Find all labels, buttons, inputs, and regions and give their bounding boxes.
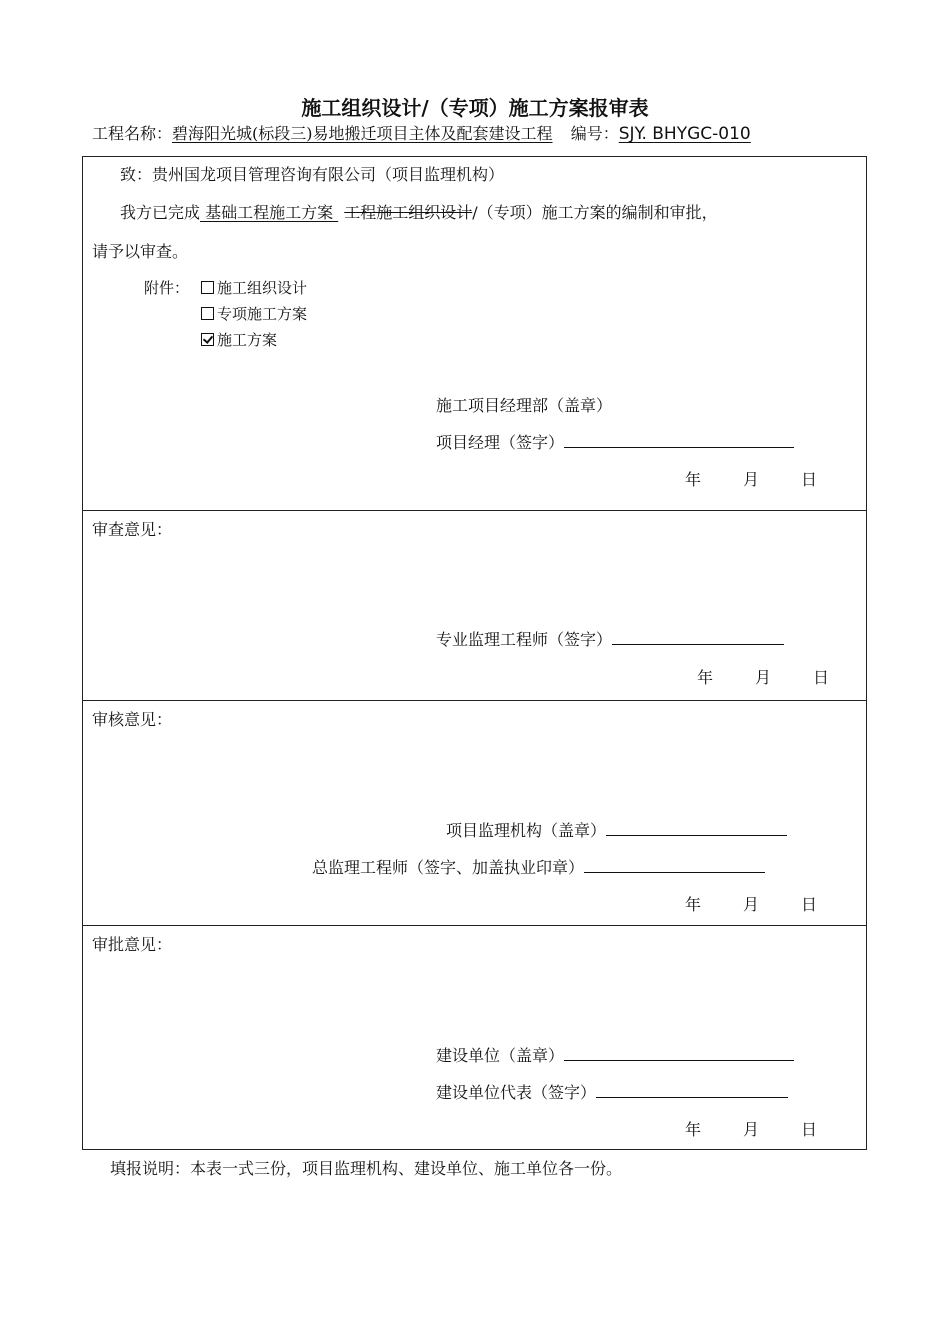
seal-line[interactable] (606, 819, 787, 836)
addressee: 致：贵州国龙项目管理咨询有限公司（项目监理机构） (120, 165, 505, 184)
month-label: 月 (743, 895, 760, 914)
para-suffix: /（专项）施工方案的编制和审批， (472, 203, 718, 222)
engineer-sign-row (436, 627, 784, 650)
sign-label: 专业监理工程师（签字） (436, 630, 613, 649)
attachment-item[interactable] (201, 277, 307, 298)
month-label: 月 (743, 470, 760, 489)
date-row (685, 892, 817, 915)
date-row (685, 467, 817, 490)
owner-org-row (436, 1043, 794, 1066)
day-label: 日 (801, 895, 818, 914)
day-label: 日 (813, 668, 830, 687)
year-label: 年 (685, 895, 702, 914)
org-label: 建设单位（盖章） (436, 1046, 565, 1065)
filled-item: 基础工程施工方案 (200, 203, 339, 222)
year-label: 年 (685, 470, 702, 489)
attachment-item[interactable] (201, 303, 307, 324)
footer-note: 填报说明：本表一式三份，项目监理机构、建设单位、施工单位各一份。 (110, 1159, 623, 1178)
signature-line[interactable] (584, 856, 765, 873)
date-row (685, 1117, 817, 1140)
date-row (697, 665, 829, 688)
year-label: 年 (697, 668, 714, 687)
signature-line[interactable] (596, 1081, 788, 1098)
project-name: 碧海阳光城(标段三)易地搬迁项目主体及配套建设工程 (172, 124, 553, 143)
owner-rep-sign-row (436, 1080, 788, 1103)
sign-label: 建设单位代表（签字） (436, 1083, 597, 1102)
form-code: SJY. BHYGC-010 (618, 124, 751, 144)
approval-heading: 审批意见： (92, 935, 173, 954)
chief-engineer-sign-row (312, 855, 765, 878)
divider (82, 925, 867, 926)
sign-label: 总监理工程师（签字、加盖执业印章） (312, 858, 585, 877)
divider (82, 700, 867, 701)
project-name-label: 工程名称： (92, 124, 173, 143)
divider (82, 510, 867, 511)
seal-line[interactable] (564, 1044, 794, 1061)
contractor-org: 施工项目经理部（盖章） (436, 396, 613, 415)
form-frame (82, 156, 867, 1150)
checkbox-icon[interactable] (201, 281, 214, 294)
day-label: 日 (801, 470, 818, 489)
struck-item: 工程施工组织设计 (344, 203, 473, 222)
signature-line[interactable] (564, 431, 794, 448)
year-label: 年 (685, 1120, 702, 1139)
checked-checkbox-icon[interactable] (201, 333, 214, 346)
manager-sign-row (436, 430, 794, 453)
attachment-label: 专项施工方案 (217, 305, 308, 323)
attachments-label: 附件： (144, 279, 190, 297)
attachment-item[interactable] (201, 329, 277, 350)
month-label: 月 (755, 668, 772, 687)
attachment-label: 施工方案 (217, 331, 278, 349)
code-label: 编号： (570, 124, 619, 143)
project-line (92, 121, 751, 144)
review-heading: 审查意见： (92, 520, 173, 539)
form-title: 施工组织设计/（专项）施工方案报审表 (301, 96, 649, 120)
supervision-org-row (446, 818, 787, 841)
day-label: 日 (801, 1120, 818, 1139)
attachment-label: 施工组织设计 (217, 279, 308, 297)
para-prefix: 我方已完成 (120, 203, 201, 222)
checkbox-icon[interactable] (201, 307, 214, 320)
para-line2: 请予以审查。 (92, 242, 189, 261)
submission-paragraph (120, 200, 718, 223)
sign-label: 项目经理（签字） (436, 433, 565, 452)
month-label: 月 (743, 1120, 760, 1139)
signature-line[interactable] (612, 628, 784, 645)
audit-heading: 审核意见： (92, 710, 173, 729)
org-label: 项目监理机构（盖章） (446, 821, 607, 840)
